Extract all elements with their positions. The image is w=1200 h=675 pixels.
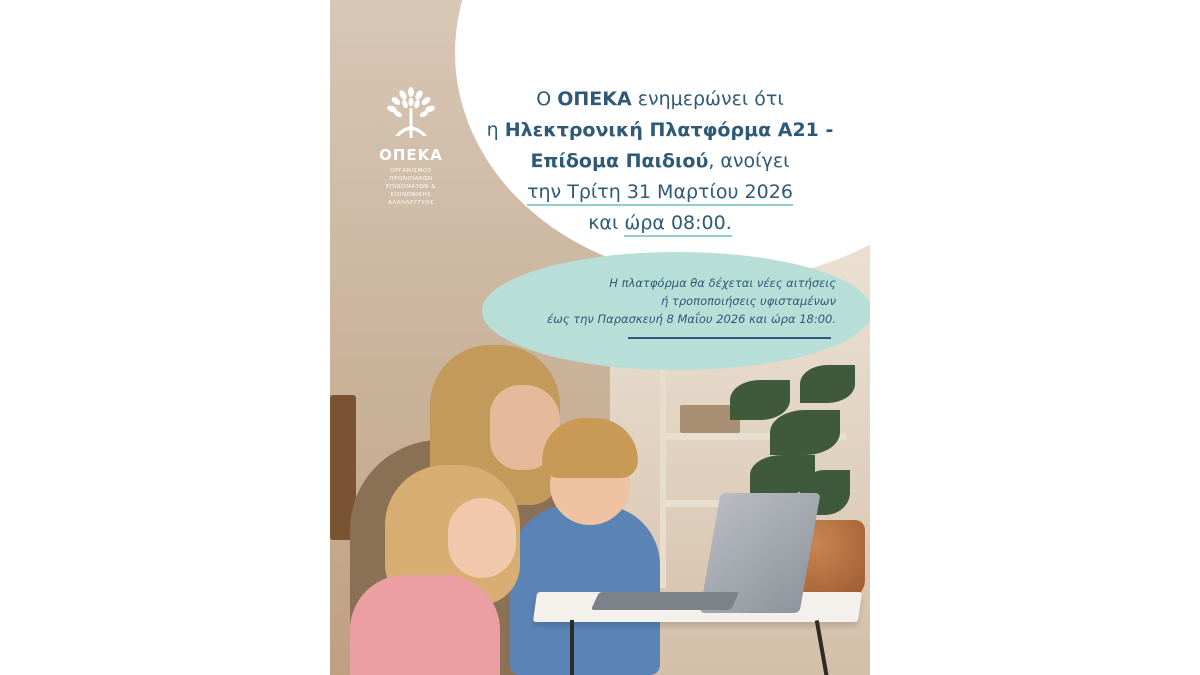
olive-tree-icon [383, 86, 439, 140]
logo-subtitle-line: ΕΠΙΔΟΜΑΤΩΝ & [385, 184, 437, 190]
headline-line-5 [480, 208, 840, 239]
headline-line-3 [480, 146, 840, 177]
logo-subtitle-line: ΠΡΟΝΟΙΑΚΩΝ [389, 176, 433, 182]
headline-time: ώρα 08:00. [624, 212, 731, 237]
headline-platform: Ηλεκτρονική Πλατφόρμα Α21 - [504, 119, 834, 141]
headline-text: η [486, 119, 505, 141]
table-leg [570, 620, 574, 675]
headline-date: την Τρίτη 31 Μαρτίου 2026 [527, 181, 793, 206]
plant-leaf [770, 410, 840, 455]
headline-line-1 [480, 84, 840, 115]
logo-subtitle [375, 167, 447, 207]
girl [350, 575, 500, 675]
announcement-poster [330, 0, 870, 675]
headline-brand: ΟΠΕΚΑ [557, 88, 632, 110]
plant-leaf [800, 365, 855, 403]
laptop-keyboard [591, 592, 739, 610]
logo-subtitle-line: ΟΡΓΑΝΙΣΜΟΣ [390, 168, 432, 174]
info-line: ή τροποποιήσεις υφισταμένων [660, 294, 836, 308]
opeka-logo [375, 86, 447, 207]
headline-text: , ανοίγει [708, 150, 790, 172]
girl-face [448, 498, 516, 578]
headline-text: Ο [536, 88, 558, 110]
info-line: έως την Παρασκευή 8 Μαΐου 2026 και ώρα 18:00. [546, 312, 836, 326]
headline-benefit: Επίδομα Παιδιού [530, 150, 709, 172]
boy [510, 505, 660, 675]
headline-text: ενημερώνει ότι [631, 88, 784, 110]
logo-subtitle-line: ΑΛΛΗΛΕΓΓΥΗΣ [388, 200, 434, 206]
headline-line-4 [480, 177, 840, 208]
headline-line-2 [480, 115, 840, 146]
logo-name: ΟΠΕΚΑ [379, 146, 443, 164]
logo-subtitle-line: ΚΟΙΝΩΝΙΚΗΣ [390, 192, 432, 198]
info-line: Η πλατφόρμα θα δέχεται νέες αιτήσεις [609, 276, 836, 290]
info-divider [628, 337, 831, 339]
info-text [508, 274, 836, 328]
headline-text: και [588, 212, 625, 234]
plant-leaf [730, 380, 790, 420]
headline [480, 84, 840, 239]
